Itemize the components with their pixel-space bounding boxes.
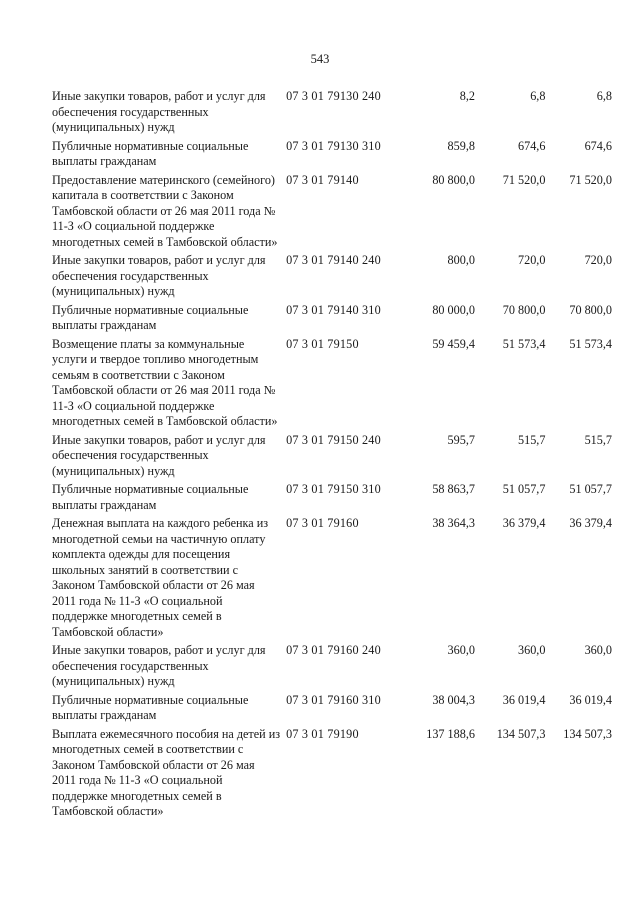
row-value-3: 51 057,7: [569, 482, 612, 496]
row-value-2: 515,7: [518, 432, 546, 447]
row-code: 07 3 01 79150 310: [286, 482, 381, 496]
row-value-1: 38 364,3: [432, 516, 475, 530]
row-value-2: 51 573,4: [502, 336, 546, 351]
page-number: 543: [310, 52, 330, 66]
row-value-2: 71 520,0: [502, 172, 546, 187]
row-value-3: 515,7: [584, 432, 612, 447]
row-value-2: 51 057,7: [502, 482, 546, 496]
row-code: 07 3 01 79140 310: [286, 302, 381, 317]
row-code: 07 3 01 79130 310: [286, 138, 381, 153]
row-value-1: 80 000,0: [432, 302, 475, 317]
row-value-3: 71 520,0: [569, 172, 612, 187]
row-name: Публичные нормативные социальные выплаты гражданам: [52, 692, 249, 722]
row-code: 07 3 01 79160 310: [286, 692, 381, 707]
row-value-2: 70 800,0: [502, 302, 546, 317]
row-code: 07 3 01 79160 240: [286, 643, 381, 657]
row-name: Иные закупки товаров, работ и услуг для обеспечения государственных (муниципальных) нужд: [52, 643, 266, 688]
row-name: Иные закупки товаров, работ и услуг для обеспечения государственных (муниципальных) нужд: [52, 89, 266, 134]
row-value-3: 36 379,4: [569, 516, 612, 530]
row-code: 07 3 01 79140 240: [286, 253, 381, 267]
table-row: [52, 139, 612, 170]
row-value-1: 595,7: [447, 432, 475, 447]
row-value-3: 36 019,4: [569, 692, 612, 707]
row-value-3: 360,0: [584, 643, 612, 657]
row-value-1: 137 188,6: [426, 726, 475, 741]
table-row: [52, 253, 612, 300]
row-value-1: 859,8: [447, 138, 475, 153]
row-code: 07 3 01 79140: [286, 172, 359, 187]
row-code: 07 3 01 79160: [286, 516, 359, 530]
row-name: Публичные нормативные социальные выплаты гражданам: [52, 302, 249, 332]
row-value-1: 58 863,7: [432, 482, 475, 496]
row-code: 07 3 01 79190: [286, 726, 359, 741]
table-row: [52, 516, 612, 640]
table-row: [52, 727, 612, 820]
row-value-3: 720,0: [584, 253, 612, 267]
row-name: Выплата ежемесячного пособия на детей из многодетных семей в соответствии с Законом Тамбовской области от 26 мая 2011 года № 11-З «О социальной поддержке многодетных семей в Тамбовской области»: [52, 726, 281, 818]
table-row: [52, 433, 612, 480]
row-value-3: 674,6: [584, 138, 612, 153]
row-value-2: 36 379,4: [502, 516, 546, 530]
row-name: Иные закупки товаров, работ и услуг для обеспечения государственных (муниципальных) нужд: [52, 253, 266, 298]
row-name: Иные закупки товаров, работ и услуг для обеспечения государственных (муниципальных) нужд: [52, 432, 266, 478]
row-code: 07 3 01 79150 240: [286, 432, 381, 447]
table-row: [52, 693, 612, 724]
row-value-1: 38 004,3: [432, 692, 475, 707]
row-name: Публичные нормативные социальные выплаты гражданам: [52, 482, 249, 512]
row-code: 07 3 01 79130 240: [286, 89, 381, 103]
row-value-1: 80 800,0: [432, 172, 475, 187]
row-value-2: 360,0: [518, 643, 546, 657]
table-row: [52, 337, 612, 430]
row-name: Возмещение платы за коммунальные услуги и твердое топливо многодетным семьям в соответствии с Законом Тамбовской области от 26 мая 2011 года № 11-З «О социальной поддержке многодетных семей в Тамбовской области»: [52, 336, 278, 428]
row-value-1: 800,0: [447, 253, 475, 267]
table-row: [52, 482, 612, 513]
row-value-2: 674,6: [518, 138, 546, 153]
row-value-2: 134 507,3: [496, 726, 546, 741]
row-code: 07 3 01 79150: [286, 336, 359, 351]
row-value-1: 8,2: [459, 89, 475, 103]
row-value-2: 6,8: [530, 89, 546, 103]
table-row: [52, 643, 612, 690]
table-row: [52, 173, 612, 251]
row-value-3: 70 800,0: [569, 302, 612, 317]
row-value-3: 51 573,4: [569, 336, 612, 351]
row-name: Денежная выплата на каждого ребенка из многодетной семьи на частичную оплату комплекта одежды для посещения школьных занятий в соответствии с Законом Тамбовской области от 26 мая 2011 года № 11-З «О социальной поддержке многодетных семей в Тамбовской области»: [52, 516, 269, 639]
row-name: Публичные нормативные социальные выплаты гражданам: [52, 138, 249, 168]
row-name: Предоставление материнского (семейного) капитала в соответствии с Законом Тамбовской области от 26 мая 2011 года № 11-З «О социальной поддержке многодетных семей в Тамбовской области»: [52, 172, 278, 249]
budget-table: [52, 89, 612, 823]
table-row: [52, 303, 612, 334]
row-value-1: 59 459,4: [432, 336, 475, 351]
row-value-2: 720,0: [518, 253, 546, 267]
row-value-3: 6,8: [596, 89, 612, 103]
row-value-2: 36 019,4: [502, 692, 546, 707]
table-row: [52, 89, 612, 136]
row-value-3: 134 507,3: [563, 726, 612, 741]
row-value-1: 360,0: [447, 643, 475, 657]
